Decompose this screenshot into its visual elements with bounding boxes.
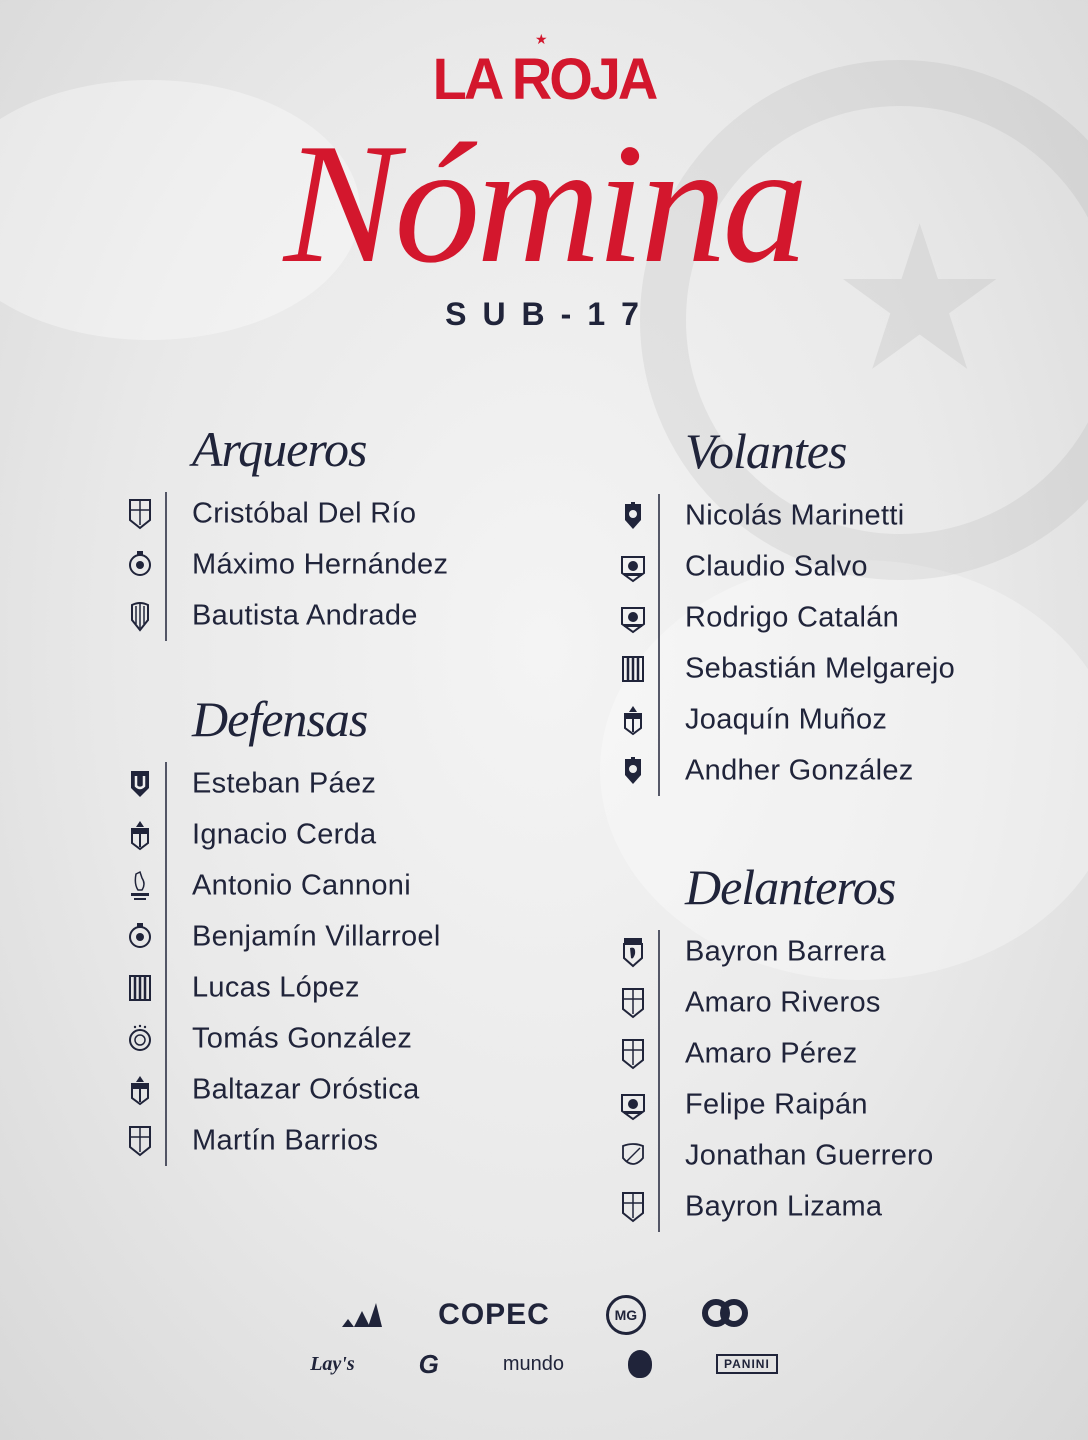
universidad-de-chile-crest-icon [128,768,152,800]
player-name: Benjamín Villarroel [192,920,441,952]
huachipato-crest-icon [621,500,645,532]
mg-logo: MG [606,1295,646,1335]
striped-crest-icon [128,972,152,1004]
player-name: Cristóbal Del Río [192,497,417,529]
player-row [130,488,417,539]
player-row [623,541,868,592]
player-name: Amaro Riveros [685,986,881,1018]
section-title: Defensas [192,691,368,747]
page-title: Nómina [283,109,805,299]
player-name: Felipe Raipán [685,1088,868,1120]
player-name: Baltazar Oróstica [192,1073,420,1105]
section-title: Volantes [685,423,847,479]
universidad-catolica-crest-icon [128,498,152,530]
player-row [623,490,905,541]
player-name: Jonathan Guerrero [685,1139,934,1171]
background-star-icon: ★ [830,183,1010,416]
player-name: Bayron Barrera [685,935,886,967]
player-name: Nicolás Marinetti [685,499,905,531]
player-name: Esteban Páez [192,767,377,799]
section-volantes [623,423,956,796]
page-subtitle: SUB-17 [445,296,655,332]
striped-crest-icon [621,653,645,685]
player-name: Amaro Pérez [685,1037,858,1069]
player-row [623,694,888,745]
player-row [130,1013,413,1064]
panini-logo: PANINI [716,1354,778,1374]
player-row [130,860,411,911]
player-row [623,977,895,1028]
sponsor-row-secondary [0,1348,1088,1380]
player-row [623,1028,895,1079]
player-name: Ignacio Cerda [192,818,377,850]
player-name: Rodrigo Catalán [685,601,900,633]
universidad-catolica-crest-icon [621,987,645,1019]
player-name: Máximo Hernández [192,548,449,580]
universidad-catolica-crest-icon [621,1191,645,1223]
section-arqueros [130,421,449,641]
player-list [623,490,956,796]
player-row [130,539,449,590]
club-crest-icon [128,549,152,581]
player-row [623,592,900,643]
section-delanteros [623,859,934,1232]
lion-logo-icon [628,1350,652,1378]
modena-fc-crest-icon [128,870,152,902]
copec-logo: COPEC [438,1298,550,1331]
section-defensas [130,691,441,1166]
sponsor-row-main [0,1290,1088,1340]
player-row [130,911,441,962]
player-row [623,745,914,796]
player-name: Joaquín Muñoz [685,703,888,735]
player-row [623,1181,895,1232]
huracan-crest-icon [128,600,152,632]
section-title: Arqueros [192,421,367,477]
independiente-crest-icon [621,1140,645,1172]
player-name: Sebastián Melgarejo [685,652,956,684]
logo-star-icon: ★ [535,32,548,48]
universidad-catolica-crest-icon [128,1125,152,1157]
player-row [623,926,895,977]
ohiggins-crest-icon [128,819,152,851]
player-row [623,1079,895,1130]
player-name: Lucas López [192,971,360,1003]
club-crest-icon [128,921,152,953]
ohiggins-crest-icon [128,1074,152,1106]
round-crest-icon [128,1023,152,1055]
player-name: Claudio Salvo [685,550,868,582]
gatorade-logo: G [418,1348,439,1379]
iquique-crest-icon [621,936,645,968]
player-name: Tomás González [192,1022,413,1054]
player-row [130,962,367,1013]
ohiggins-crest-icon [621,704,645,736]
player-row [623,643,956,694]
player-list [130,488,449,641]
player-name: Antonio Cannoni [192,869,411,901]
player-name: Bautista Andrade [192,599,418,631]
player-row [130,809,377,860]
mega-logo-icon [702,1297,748,1334]
universidad-catolica-crest-icon [621,1038,645,1070]
colo-colo-crest-icon [621,551,645,583]
mundo-logo: mundo [502,1352,565,1375]
player-name: Martín Barrios [192,1124,379,1156]
section-title: Delanteros [685,859,896,915]
player-row [130,1064,420,1115]
player-row [130,1115,379,1166]
colo-colo-crest-icon [621,602,645,634]
player-row [130,758,377,809]
colo-colo-crest-icon [621,1089,645,1121]
player-row [623,1130,934,1181]
adidas-logo-icon [340,1297,382,1334]
huachipato-crest-icon [621,755,645,787]
la-roja-logo: LA ROJA [432,45,656,112]
player-list [623,926,934,1232]
player-name: Andher González [685,754,914,786]
player-row [130,590,418,641]
lays-logo: Lay's [310,1352,355,1375]
player-name: Bayron Lizama [685,1190,883,1222]
player-list [130,758,441,1166]
